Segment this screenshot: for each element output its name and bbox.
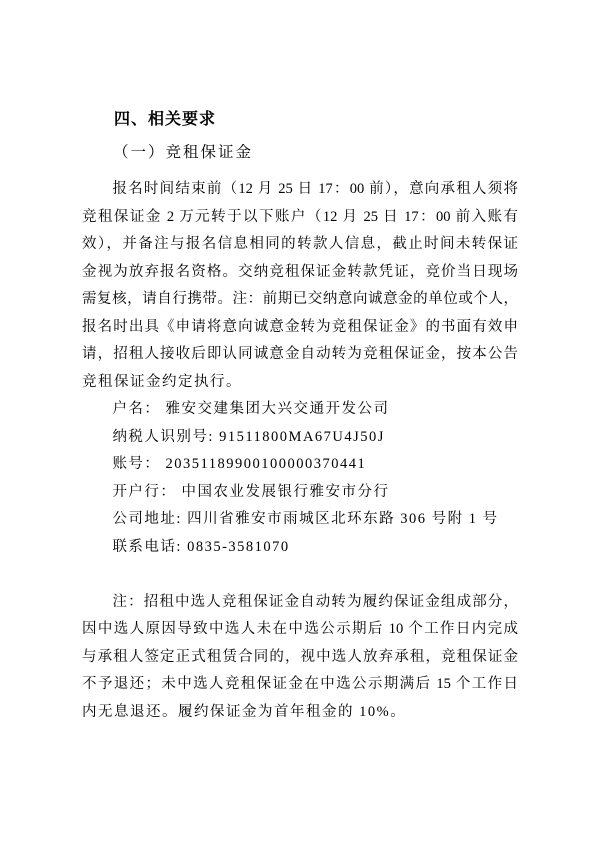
note-paragraph — [82, 589, 518, 727]
subsection-heading: （一）竞租保证金 — [113, 144, 254, 161]
address-line: 公司地址: 四川省雅安市雨城区北环东路 306 号附 1 号 — [112, 511, 499, 528]
deposit-paragraph — [82, 176, 518, 396]
paragraph-line: 不予退还；未中选人竞租保证金在中选公示期满后 15 个工作日 — [82, 676, 518, 693]
paragraph-line: 竞租保证金约定执行。 — [82, 373, 242, 390]
paragraph-line: 需复核，请自行携带。注：前期已交纳意向诚意金的单位或个人， — [82, 291, 518, 307]
account-number-line: 账号： 20351189900100000370441 — [112, 456, 367, 473]
blank-line — [82, 562, 518, 589]
paragraph-line: 注：招租中选人竞租保证金自动转为履约保证金组成部分， — [112, 593, 518, 610]
paragraph-line: 与承租人签定正式租赁合同的，视中选人放弃承租，竞租保证金 — [82, 648, 518, 665]
paragraph-line: 内无息退还。履约保证金为首年租金的 10%。 — [82, 703, 407, 720]
paragraph-line: 金视为放弃报名资格。交纳竞租保证金转款凭证，竞价当日现场 — [82, 263, 518, 280]
paragraph-line: 竞租保证金 2 万元转于以下账户（12 月 25 日 17：00 前入账有 — [82, 208, 518, 225]
account-name-line: 户名： 雅安交建集团大兴交通开发公司 — [112, 401, 390, 417]
paragraph-line: 报名时间结束前（12 月 25 日 17：00 前），意向承租人须将 — [112, 181, 518, 197]
phone-line: 联系电话: 0835-3581070 — [112, 538, 290, 555]
paragraph-line: 报名时出具《申请将意向诚意金转为竞租保证金》的书面有效申 — [82, 318, 518, 335]
paragraph-line: 因中选人原因导致中选人未在中选公示期后 10 个工作日内完成 — [82, 621, 518, 638]
account-info — [82, 396, 518, 562]
section-heading: 四、相关要求 — [114, 111, 217, 128]
paragraph-line: 效），并备注与报名信息相同的转款人信息，截止时间未转保证 — [82, 236, 518, 252]
taxpayer-id-line: 纳税人识别号: 91511800MA67U4J50J — [112, 428, 385, 445]
bank-line: 开户行： 中国农业发展银行雅安市分行 — [112, 483, 390, 500]
paragraph-line: 请，招租人接收后即认同诚意金自动转为竞租保证金，按本公告 — [82, 346, 518, 362]
